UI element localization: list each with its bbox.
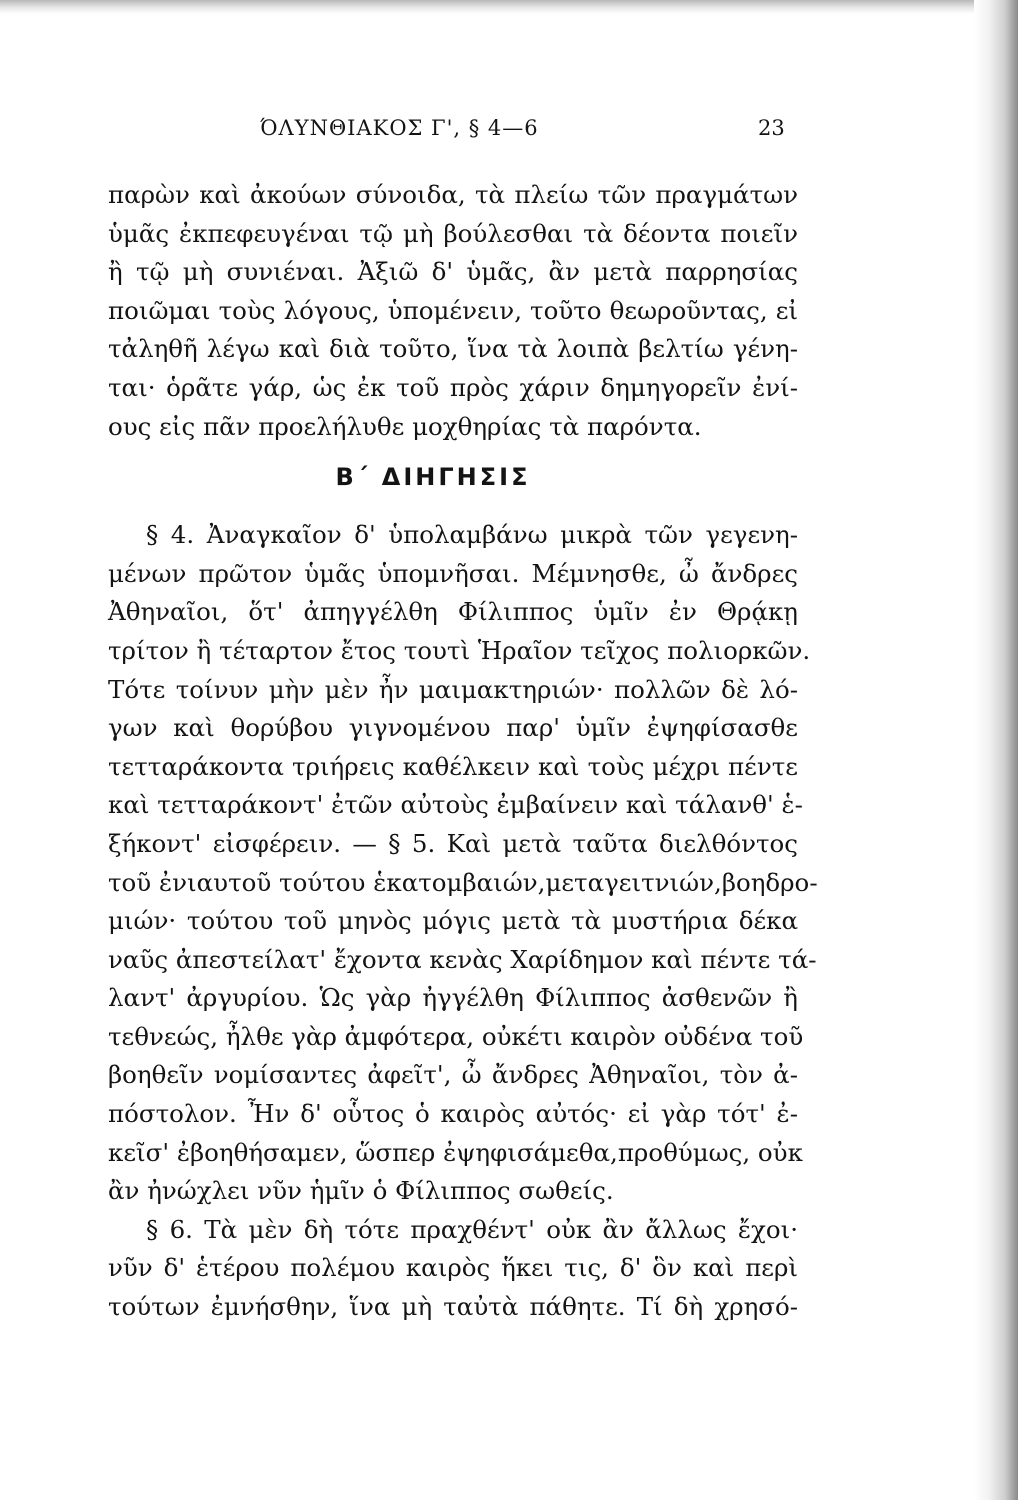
- heading-spacer: [108, 508, 798, 516]
- text-line: § 6. Τὰ μὲν δὴ τότε πραχθέντ' οὐκ ἂν ἄλλως ἔχοι·: [146, 1214, 798, 1244]
- text-line: τοῦ ἐνιαυτοῦ τούτου ἑκατομβαιών,μεταγειτνιών,βοηδρο-: [108, 867, 818, 897]
- text-line: μιών· τούτου τοῦ μηνὸς μόγις μετὰ τὰ μυστήρια δέκα: [108, 906, 798, 936]
- text-line: λαντ' ἀργυρίου. Ὡς γὰρ ἠγγέλθη Φίλιππος ἀσθενῶν ἢ: [108, 983, 798, 1013]
- text-line: τρίτον ἢ τέταρτον ἔτος τουτὶ Ἡραῖον τεῖχος πολιορκῶν.: [108, 635, 811, 665]
- text-line: καὶ τετταράκοντ' ἐτῶν αὐτοὺς ἐμβαίνειν καὶ τάλανθ' ἑ-: [108, 790, 803, 820]
- text-line: ναῦς ἀπεστείλατ' ἔχοντα κενὰς Χαρίδημον καὶ πέντε τά-: [108, 944, 817, 974]
- text-line: μένων πρῶτον ὑμᾶς ὑπομνῆσαι. Μέμνησθε, ὦ ἄνδρες: [108, 558, 798, 588]
- text-line: ὑμᾶς ἐκπεφευγέναι τῷ μὴ βούλεσθαι τὰ δέοντα ποιεῖν: [108, 218, 798, 248]
- text-line: ἢ τῷ μὴ συνιέναι. Ἀξιῶ δ' ὑμᾶς, ἂν μετὰ παρρησίας: [108, 257, 798, 287]
- text-line: ται· ὁρᾶτε γάρ, ὡς ἐκ τοῦ πρὸς χάριν δημηγορεῖν ἐνί-: [108, 372, 798, 402]
- text-line: νῦν δ' ἑτέρου πολέμου καιρὸς ἥκει τις, δ' ὃν καὶ περὶ: [108, 1253, 798, 1283]
- text-line: γων καὶ θορύβου γιγνομένου παρ' ὑμῖν ἐψηφίσασθε: [108, 713, 798, 743]
- section-heading: Β΄ ΔΙΗΓΗΣΙΣ: [335, 463, 531, 492]
- text-line: Τότε τοίνυν μὴν μὲν ἦν μαιμακτηριών· πολλῶν δὲ λό-: [108, 674, 798, 704]
- text-line: βοηθεῖν νομίσαντες ἀφεῖτ', ὦ ἄνδρες Ἀθηναῖοι, τὸν ἀ-: [108, 1060, 798, 1090]
- body-text: [108, 176, 818, 1327]
- text-line: τεθνεώς, ἦλθε γὰρ ἀμφότερα, οὐκέτι καιρὸν οὐδένα τοῦ: [108, 1021, 804, 1051]
- running-head: ΌΛΥΝΘΙΑΚΟΣ Γ', § 4—6: [260, 116, 539, 140]
- text-line: ους εἰς πᾶν προελήλυθε μοχθηρίας τὰ παρόντα.: [108, 411, 702, 441]
- text-line: παρὼν καὶ ἀκούων σύνοιδα, τὰ πλείω τῶν πραγμάτων: [108, 180, 798, 209]
- paragraph-3: [108, 1211, 798, 1327]
- text-line: ξήκοντ' εἰσφέρειν. — § 5. Καὶ μετὰ ταῦτα διελθόντος: [108, 828, 798, 858]
- paragraph-1: [108, 176, 798, 446]
- text-line: ἂν ἠνώχλει νῦν ἡμῖν ὁ Φίλιππος σωθείς.: [108, 1176, 614, 1206]
- paragraph-2: [108, 516, 818, 1211]
- text-line: ποιῶμαι τοὺς λόγους, ὑπομένειν, τοῦτο θεωροῦντας, εἰ: [108, 295, 798, 325]
- text-line: τούτων ἐμνήσθην, ἵνα μὴ ταὐτὰ πάθητε. Τί δὴ χρησό-: [108, 1292, 798, 1322]
- text-line: τετταράκοντα τριήρεις καθέλκειν καὶ τοὺς μέχρι πέντε: [108, 751, 798, 781]
- text-line: τἀληθῆ λέγω καὶ διὰ τοῦτο, ἵνα τὰ λοιπὰ βελτίω γένη-: [108, 334, 798, 364]
- text-line: Ἀθηναῖοι, ὅτ' ἀπηγγέλθη Φίλιππος ὑμῖν ἐν Θρᾴκῃ: [108, 597, 798, 627]
- text-line: § 4. Ἀναγκαῖον δ' ὑπολαμβάνω μικρὰ τῶν γεγενη-: [146, 520, 798, 550]
- page-top-shadow: [0, 0, 1018, 14]
- page-number: 23: [758, 116, 785, 140]
- text-line: κεῖσ' ἐβοηθήσαμεν, ὥσπερ ἐψηφισάμεθα,προθύμως, οὐκ: [108, 1137, 803, 1167]
- text-line: πόστολον. Ἦν δ' οὗτος ὁ καιρὸς αὐτός· εἰ γὰρ τότ' ἐ-: [108, 1099, 798, 1129]
- page-gutter-shadow: [974, 0, 1018, 1500]
